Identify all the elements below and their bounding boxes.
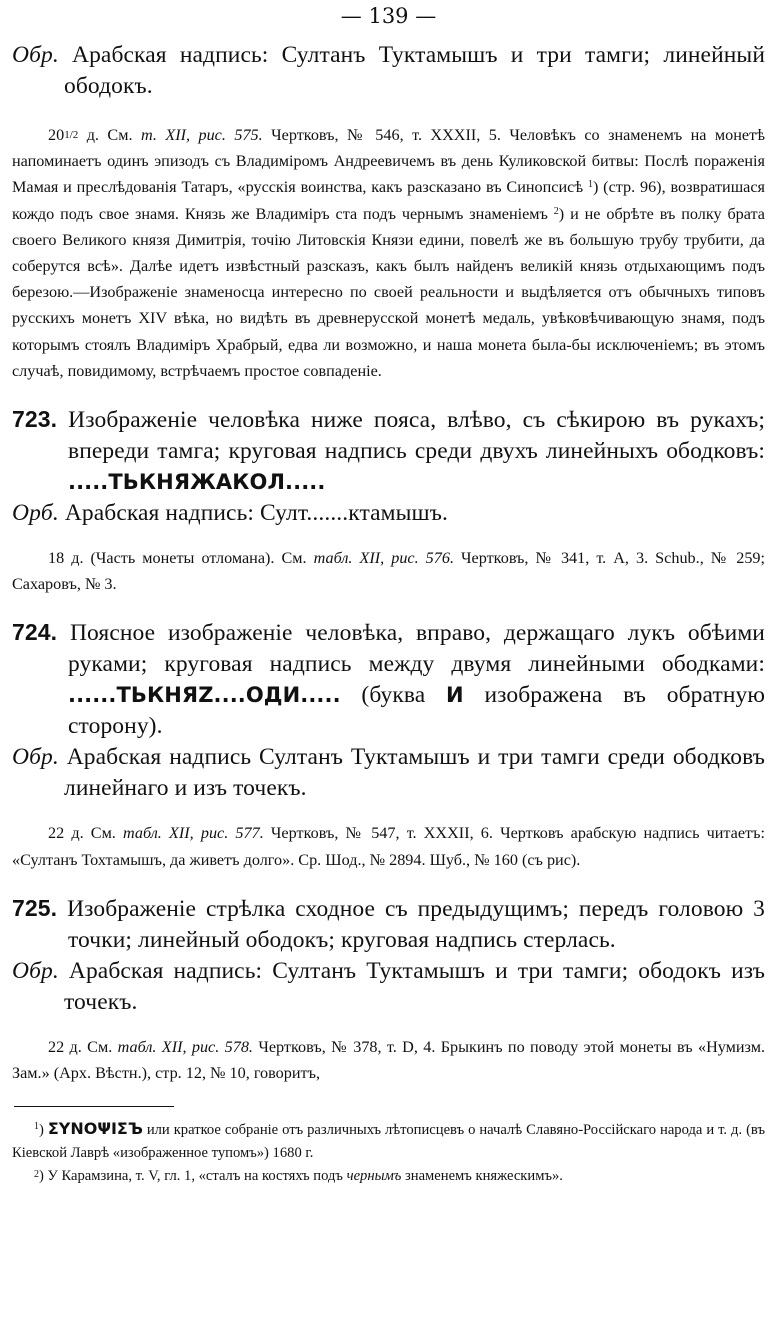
note-text: Чертковъ, № 341, т. А, 3. Schub., № 259; Сахаровъ, № 3. bbox=[12, 549, 765, 594]
page-number: — 139 — bbox=[340, 4, 437, 28]
note-724 bbox=[12, 820, 765, 872]
entry-number: 724. bbox=[12, 619, 58, 646]
entry-number: 723. bbox=[12, 406, 58, 433]
footnote-2 bbox=[12, 1165, 765, 1188]
footnote-1: $^1$) ΣΥΝΟΨΙΣЪ или краткое собраніе отъ различныхъ лѣтописцевъ о началѣ Славяно-Россійскаго народа и т. д. (въ Кіевской Лаврѣ «изображенное тупомъ») 1680 г. bbox=[12, 1119, 765, 1162]
obverse-label: Орб. bbox=[12, 500, 59, 527]
note-text: 22 д. См. bbox=[48, 1037, 118, 1056]
coin-legend: ......ТЬКНЯZ....ОДИ..... bbox=[68, 683, 341, 708]
entry-text: Изображеніе человѣка ниже пояса, влѣво, съ сѣкирою въ рукахъ; впереди тамга; круговая надпись среди двухъ линейныхъ ободковъ: bbox=[68, 407, 765, 465]
plate-reference: табл. XII, рис. 576. bbox=[313, 549, 454, 568]
entry-number: 725. bbox=[12, 894, 58, 921]
note-722 bbox=[12, 122, 765, 384]
obverse-label: Обр. bbox=[12, 744, 59, 771]
note-text: ) и не обрѣте въ полку брата своего Великого князя Димитрія, точію Литовскія Князи едини, повелѣ же въ большую трубу трубити, да соберутся всѣ». Далѣе идетъ извѣстный разсказъ, какъ былъ найденъ великій князь отдыхающимъ подъ березою.—Изображеніе знаменосца интересно по своей реальности и выдѣляется отъ обычныхъ типовъ русскихъ монетъ XIV вѣка, но видѣть въ древнерусской монетѣ медаль, увѣковѣчивающую знамя, подъ которымъ стоялъ Владиміръ Храбрый, едва ли возможно, и наша монета была-бы исключеніемъ; въ этомъ случаѣ, повидимому, встрѣчаемъ простое совпаденіе. bbox=[12, 204, 765, 380]
footnote-ref-2[interactable]: 2 bbox=[553, 205, 559, 217]
footnote-text: ) У Карамзина, т. V, гл. 1, «сталъ на костяхъ подъ bbox=[39, 1168, 347, 1185]
footnote-divider bbox=[14, 1106, 174, 1107]
entry-723 bbox=[12, 404, 765, 498]
obverse-text: Арабская надпись: Султанъ Туктамышъ и три тамги; ободокъ изъ точекъ. bbox=[64, 957, 765, 1015]
note-text: Чертковъ, № 378, т. D, 4. Брыкинъ по поводу этой монеты въ «Нумизм. Зам.» (Арх. Вѣстн.), стр. 12, № 10, говоритъ, bbox=[12, 1037, 766, 1083]
note-size: 20 bbox=[48, 126, 65, 144]
note-text: 22 д. См. bbox=[48, 824, 124, 843]
obverse-desc-724 bbox=[12, 742, 765, 804]
reversed-letter: И bbox=[446, 683, 464, 708]
entry-725 bbox=[12, 893, 765, 956]
coin-legend: .....ТЬКНЯЖАКОЛ..... bbox=[68, 470, 326, 495]
note-723 bbox=[12, 545, 765, 597]
plate-reference: табл. XII, рис. 578. bbox=[117, 1037, 253, 1056]
note-text: ) (стр. 96), возвратишася кождо подъ свое знамя. Князь же Владиміръ ста подъ чернымъ знаменіемъ bbox=[12, 178, 765, 223]
entry-text: Поясное изображеніе человѣка, вправо, держащаго лукъ обѣими руками; круговая надпись между двумя линейными ободками: bbox=[68, 620, 765, 678]
footnote-text: знаменемъ княжескимъ». bbox=[401, 1168, 563, 1185]
footnote-title: ΣΥΝΟΨΙΣЪ bbox=[47, 1119, 143, 1139]
note-text: Чертковъ, № 546, т. XXXII, 5. Человѣкъ со знаменемъ на монетѣ напоминаетъ одинъ эпизодъ съ Владиміромъ Андреевичемъ въ день Куликовской битвы: Послѣ пораженія Мамая и преслѣдованія Татаръ, «русскія воинства, какъ разсказано въ Синопсисѣ bbox=[12, 126, 765, 197]
obverse-text: Арабская надпись: Султ.......ктамышъ. bbox=[64, 500, 448, 527]
obverse-text: Арабская надпись Султанъ Туктамышъ и три тамги среди ободковъ линейнаго и изъ точекъ. bbox=[64, 744, 765, 802]
obverse-text: Арабская надпись: Султанъ Туктамышъ и три тамги; линейный ободокъ. bbox=[64, 42, 765, 99]
plate-reference: т. XII, рис. 575. bbox=[140, 126, 263, 144]
obverse-desc-722 bbox=[12, 40, 765, 102]
obverse-label: Обр. bbox=[12, 42, 59, 68]
note-text: 18 д. (Часть монеты отломана). См. bbox=[48, 549, 314, 568]
footnote-mark: 2 bbox=[34, 1169, 39, 1181]
obverse-label: Обр. bbox=[12, 957, 59, 984]
entry-text: Изображеніе стрѣлка сходное съ предыдущимъ; передъ головою 3 точки; линейный ободокъ; круговая надпись стерлась. bbox=[67, 895, 765, 953]
entry-text: (буква bbox=[340, 682, 447, 709]
footnote-ref-1[interactable]: 1 bbox=[587, 179, 593, 191]
note-text: Чертковъ, № 547, т. XXXII, 6. Чертковъ арабскую надпись читаетъ: «Султанъ Тохтамышъ, да живетъ долго». Ср. Шод., № 2894. Шуб., № 160 (съ рис). bbox=[12, 824, 765, 869]
obverse-desc-723 bbox=[12, 498, 765, 529]
plate-reference: табл. XII, рис. 577. bbox=[123, 824, 264, 843]
obverse-desc-725 bbox=[12, 956, 765, 1018]
footnote-text: или краткое собраніе отъ различныхъ лѣтописцевъ о началѣ Славяно-Россійскаго народа и т. д. (въ Кіевской Лаврѣ «изображенное тупомъ») 1680 г. bbox=[12, 1122, 765, 1162]
entry-text: изображена въ обратную сторону). bbox=[68, 682, 765, 740]
entry-724 bbox=[12, 617, 765, 742]
footnote-mark: 1 bbox=[34, 1121, 39, 1133]
footnote-italic: чернымъ bbox=[346, 1168, 402, 1185]
note-text: д. См. bbox=[78, 126, 141, 144]
note-fraction: 1/2 bbox=[64, 129, 79, 141]
note-725 bbox=[12, 1034, 765, 1086]
